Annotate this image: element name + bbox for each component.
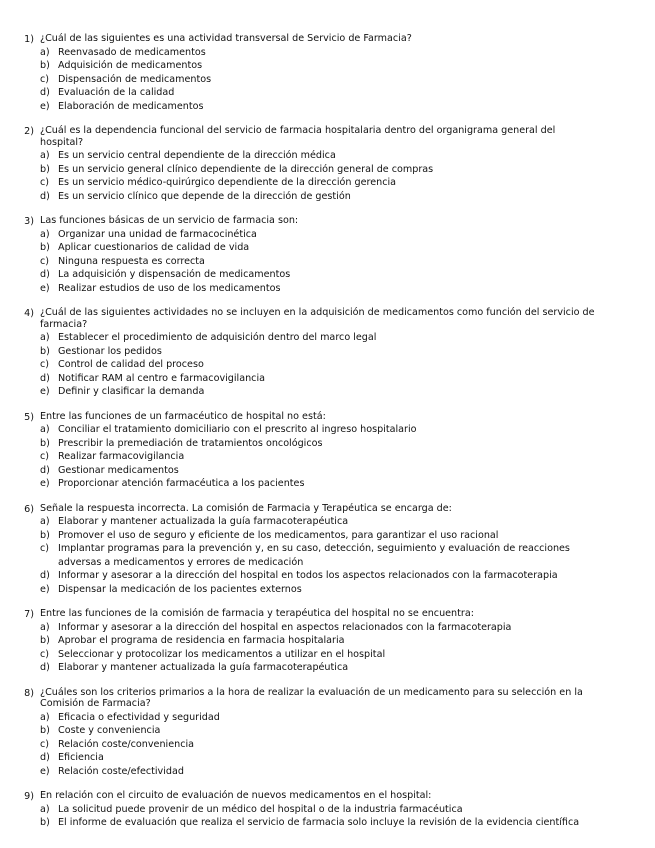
answer-option xyxy=(40,648,600,662)
option-text: Informar y asesorar a la dirección del hospital en aspectos relacionados con la farmacoterapia xyxy=(58,621,512,633)
option-letter: e) xyxy=(40,478,50,489)
option-letter: e) xyxy=(40,386,50,397)
question-number: 9) xyxy=(24,791,34,802)
question-5 xyxy=(24,410,600,491)
question-text: En relación con el circuito de evaluación de nuevos medicamentos en el hospital: xyxy=(40,790,432,801)
option-text: Elaborar y mantener actualizada la guía farmacoterapéutica xyxy=(58,662,349,673)
option-letter: b) xyxy=(40,529,50,541)
answer-option xyxy=(40,73,600,87)
option-text: Seleccionar y protocolizar los medicamentos a utilizar en el hospital xyxy=(58,648,386,660)
option-text: Realizar farmacovigilancia xyxy=(58,451,185,462)
question-4 xyxy=(24,307,600,399)
option-letter: c) xyxy=(40,177,50,188)
option-text: El informe de evaluación que realiza el servicio de farmacia solo incluye la revisión de la evidencia científica xyxy=(58,817,580,828)
option-text: Implantar programas para la prevención y, en su caso, detección, seguimiento y evaluación de reacciones adversas a medicamentos y errores de medicación xyxy=(58,543,570,568)
question-text: Entre las funciones de la comisión de farmacia y terapéutica del hospital no se encuentra: xyxy=(40,608,474,619)
option-text: Informar y asesorar a la dirección del hospital en todos los aspectos relacionados con la farmacoterapia xyxy=(58,570,558,581)
question-text: ¿Cuál de las siguientes actividades no se incluyen en la adquisición de medicamentos como función del servicio de farmacia? xyxy=(40,307,595,330)
answer-option xyxy=(40,255,600,269)
option-letter: d) xyxy=(40,662,50,673)
option-letter: c) xyxy=(40,738,50,750)
answer-option xyxy=(40,515,600,529)
option-letter: d) xyxy=(40,372,50,384)
answer-option xyxy=(40,241,600,255)
option-text: Es un servicio general clínico dependiente de la dirección general de compras xyxy=(58,163,434,175)
option-text: Definir y clasificar la demanda xyxy=(58,386,205,397)
option-letter: b) xyxy=(40,242,50,253)
option-text: Organizar una unidad de farmacocinética xyxy=(58,228,257,240)
question-number: 4) xyxy=(24,308,34,319)
option-text: Aprobar el programa de residencia en farmacia hospitalaria xyxy=(58,635,345,646)
answer-option xyxy=(40,358,600,372)
option-letter: e) xyxy=(40,583,50,595)
question-number: 1) xyxy=(24,34,34,45)
answer-option xyxy=(40,163,600,177)
answer-option xyxy=(40,583,600,597)
answer-option xyxy=(40,46,600,60)
option-text: Adquisición de medicamentos xyxy=(58,60,203,71)
answer-option xyxy=(40,634,600,648)
option-letter: d) xyxy=(40,752,50,763)
answer-option xyxy=(40,176,600,190)
answer-option xyxy=(40,738,600,752)
question-number: 2) xyxy=(24,126,34,137)
question-9 xyxy=(24,790,600,830)
option-letter: d) xyxy=(40,87,50,98)
option-letter: c) xyxy=(40,543,50,554)
option-letter: b) xyxy=(40,163,50,175)
answer-option xyxy=(40,765,600,779)
option-text: Elaboración de medicamentos xyxy=(58,100,204,112)
option-letter: b) xyxy=(40,635,50,646)
option-letter: a) xyxy=(40,46,50,58)
option-letter: a) xyxy=(40,228,50,240)
answer-option xyxy=(40,724,600,738)
answer-option xyxy=(40,282,600,296)
option-text: La adquisición y dispensación de medicamentos xyxy=(58,269,291,280)
question-number: 5) xyxy=(24,411,34,423)
option-text: Conciliar el tratamiento domiciliario con el prescrito al ingreso hospitalario xyxy=(58,424,417,435)
option-letter: a) xyxy=(40,516,50,527)
answer-option xyxy=(40,423,600,437)
option-text: Realizar estudios de uso de los medicamentos xyxy=(58,282,281,294)
option-letter: d) xyxy=(40,570,50,581)
option-text: Proporcionar atención farmacéutica a los pacientes xyxy=(58,478,305,489)
option-text: Elaborar y mantener actualizada la guía farmacoterapéutica xyxy=(58,516,349,527)
answer-option xyxy=(40,59,600,73)
answer-option xyxy=(40,228,600,242)
option-text: Control de calidad del proceso xyxy=(58,359,204,370)
answer-option xyxy=(40,529,600,543)
option-letter: b) xyxy=(40,60,50,71)
option-letter: c) xyxy=(40,451,50,462)
question-2 xyxy=(24,125,600,203)
question-6 xyxy=(24,502,600,597)
option-text: Dispensación de medicamentos xyxy=(58,73,212,85)
option-letter: c) xyxy=(40,255,50,267)
option-letter: e) xyxy=(40,765,50,777)
option-letter: b) xyxy=(40,345,50,357)
question-7 xyxy=(24,608,600,675)
answer-option xyxy=(40,385,600,399)
option-text: Es un servicio clínico que depende de la dirección de gestión xyxy=(58,190,351,202)
option-letter: c) xyxy=(40,359,50,370)
answer-option xyxy=(40,268,600,282)
option-text: Prescribir la premediación de tratamientos oncológicos xyxy=(58,437,323,449)
answer-option xyxy=(40,816,600,830)
answer-option xyxy=(40,450,600,464)
option-letter: e) xyxy=(40,100,50,112)
answer-option xyxy=(40,477,600,491)
answer-option xyxy=(40,372,600,386)
answer-option xyxy=(40,149,600,163)
option-text: Relación coste/conveniencia xyxy=(58,738,195,750)
option-text: Promover el uso de seguro y eficiente de los medicamentos, para garantizar el uso racional xyxy=(58,529,499,541)
option-letter: c) xyxy=(40,648,50,660)
option-text: Ninguna respuesta es correcta xyxy=(58,255,205,267)
option-text: Gestionar medicamentos xyxy=(58,464,179,476)
question-1 xyxy=(24,33,600,113)
option-letter: b) xyxy=(40,437,50,449)
answer-option xyxy=(40,190,600,204)
answer-option xyxy=(40,331,600,345)
question-8 xyxy=(24,686,600,779)
option-letter: c) xyxy=(40,73,50,85)
option-letter: d) xyxy=(40,464,50,476)
option-text: Evaluación de la calidad xyxy=(58,87,175,98)
question-text: Entre las funciones de un farmacéutico de hospital no está: xyxy=(40,410,326,422)
answer-option xyxy=(40,621,600,635)
option-text: Reenvasado de medicamentos xyxy=(58,46,206,58)
answer-option xyxy=(40,464,600,478)
answer-option xyxy=(40,345,600,359)
option-text: Gestionar los pedidos xyxy=(58,345,162,357)
question-3 xyxy=(24,215,600,295)
option-text: Notificar RAM al centro e farmacovigilancia xyxy=(58,372,265,384)
question-document xyxy=(0,32,655,842)
option-letter: d) xyxy=(40,190,50,202)
option-letter: b) xyxy=(40,817,50,828)
answer-option xyxy=(40,803,600,817)
option-text: La solicitud puede provenir de un médico del hospital o de la industria farmacéutica xyxy=(58,803,463,815)
option-letter: a) xyxy=(40,621,50,633)
answer-option xyxy=(40,437,600,451)
option-text: Es un servicio médico-quirúrgico dependiente de la dirección gerencia xyxy=(58,177,397,188)
answer-option xyxy=(40,542,600,569)
question-number: 7) xyxy=(24,609,34,620)
option-text: Dispensar la medicación de los pacientes externos xyxy=(58,583,302,595)
option-text: Es un servicio central dependiente de la dirección médica xyxy=(58,150,336,161)
option-text: Establecer el procedimiento de adquisición dentro del marco legal xyxy=(58,332,377,343)
question-number: 3) xyxy=(24,216,34,227)
option-text: Relación coste/efectividad xyxy=(58,765,184,777)
option-text: Eficacia o efectividad y seguridad xyxy=(58,711,220,723)
option-letter: e) xyxy=(40,282,50,294)
answer-option xyxy=(40,86,600,100)
option-letter: d) xyxy=(40,269,50,280)
answer-option xyxy=(40,569,600,583)
option-letter: a) xyxy=(40,803,50,815)
question-text: ¿Cuál de las siguientes es una actividad transversal de Servicio de Farmacia? xyxy=(40,33,412,44)
option-text: Aplicar cuestionarios de calidad de vida xyxy=(58,242,250,253)
question-text: Señale la respuesta incorrecta. La comisión de Farmacia y Terapéutica se encarga de: xyxy=(40,502,452,514)
option-text: Eficiencia xyxy=(58,752,104,763)
question-text: Las funciones básicas de un servicio de farmacia son: xyxy=(40,215,299,226)
option-letter: a) xyxy=(40,711,50,723)
option-letter: a) xyxy=(40,424,50,435)
answer-option xyxy=(40,751,600,765)
question-number: 8) xyxy=(24,687,34,699)
option-letter: a) xyxy=(40,150,50,161)
question-text: ¿Cuál es la dependencia funcional del servicio de farmacia hospitalaria dentro del organigrama general del hospital? xyxy=(40,125,556,148)
answer-option xyxy=(40,661,600,675)
answer-option xyxy=(40,100,600,114)
answer-option xyxy=(40,711,600,725)
option-letter: b) xyxy=(40,725,50,736)
question-number: 6) xyxy=(24,503,34,515)
option-text: Coste y conveniencia xyxy=(58,725,161,736)
option-letter: a) xyxy=(40,332,50,343)
question-text: ¿Cuáles son los criterios primarios a la hora de realizar la evaluación de un medicamento para su selección en la Comisión de Farmacia? xyxy=(40,686,583,709)
